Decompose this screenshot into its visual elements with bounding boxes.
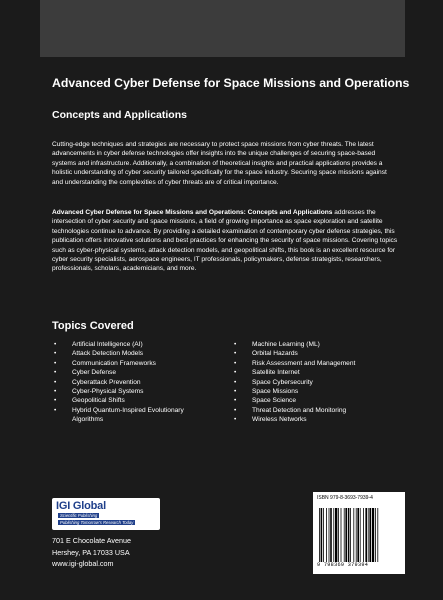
topic-item: • Space Science: [232, 396, 402, 405]
topic-item: • Threat Detection and Monitoring: [232, 406, 402, 415]
publisher-website: www.igi-global.com: [52, 559, 114, 568]
description-body: addresses the intersection of cyber security and space missions, a field of growing importance as space exploration and satellite technologies continue to advance. By providing a detailed examination of contemporary cyber defense strategies, this publication offers innovative solutions and best practices for enhancing the security of space missions. Covering topics such as cyber-physical systems, attack detection models, and geopolitical shifts, this book is an excellent resource for cyber security specialists, aerospace engineers, IT professionals, policymakers, defense strategists, researchers, professionals, scholars, academicians, and more.: [52, 209, 398, 273]
logo-tagline: Publishing Tomorrow's Research Today: [60, 519, 134, 525]
topic-item: • Artificial Intelligence (AI): [52, 340, 202, 349]
publisher-address: [52, 535, 131, 570]
book-subtitle: Concepts and Applications: [52, 109, 187, 121]
topic-item: • Space Missions: [232, 387, 402, 396]
description-paragraph-1: Cutting-edge techniques and strategies are necessary to protect space missions from cyber threats. The latest advancements in cyber defense technologies offer insights into the unique challenges of securing space-based systems and infrastructure. Additionally, a combination of theoretical insights and practical applications provides a holistic understanding of cyber security tailored specifically for the space industry. Securing space missions against and understanding the complexities of cyber threats are of critical importance.: [52, 141, 387, 186]
description-bold-title: Advanced Cyber Defense for Space Missions and Operations: Concepts and Applications: [52, 209, 333, 216]
topic-item: • Hybrid Quantum-Inspired Evolutionary Algorithms: [52, 406, 202, 425]
topic-item: • Satellite Internet: [232, 368, 402, 377]
topic-item: • Geopolitical Shifts: [52, 396, 202, 405]
book-title: Advanced Cyber Defense for Space Missions and Operations: [52, 76, 410, 90]
topic-item: • Risk Assessment and Management: [232, 359, 402, 368]
barcode-digits: 9 798369 379394: [317, 562, 369, 568]
topic-item: • Cyberattack Prevention: [52, 378, 202, 387]
isbn-label: ISBN 979-8-3693-7939-4: [317, 495, 373, 501]
topic-item: • Orbital Hazards: [232, 349, 402, 358]
barcode-box: [313, 492, 405, 574]
logo-name: IGI Global: [56, 500, 106, 512]
topic-item: • Cyber-Physical Systems: [52, 387, 202, 396]
topic-item: • Machine Learning (ML): [232, 340, 402, 349]
barcode-graphic: [319, 508, 399, 562]
topic-item: • Attack Detection Models: [52, 349, 202, 358]
top-band: [0, 0, 443, 65]
topics-list-left: [52, 340, 202, 425]
topic-item: • Cyber Defense: [52, 368, 202, 377]
logo-sub: Scientific Publishing: [60, 513, 98, 518]
topics-list-right: [232, 340, 402, 425]
topic-item: • Communication Frameworks: [52, 359, 202, 368]
address-line-2: Hershey, PA 17033 USA: [52, 547, 130, 557]
address-line-1: 701 E Chocolate Avenue: [52, 536, 131, 545]
description-paragraph-2: [52, 208, 398, 274]
topic-item: • Wireless Networks: [232, 415, 402, 424]
publisher-logo: [52, 498, 160, 530]
cover-top-panel: [40, 0, 405, 57]
topics-heading: Topics Covered: [52, 320, 134, 332]
topic-item: • Space Cybersecurity: [232, 378, 402, 387]
